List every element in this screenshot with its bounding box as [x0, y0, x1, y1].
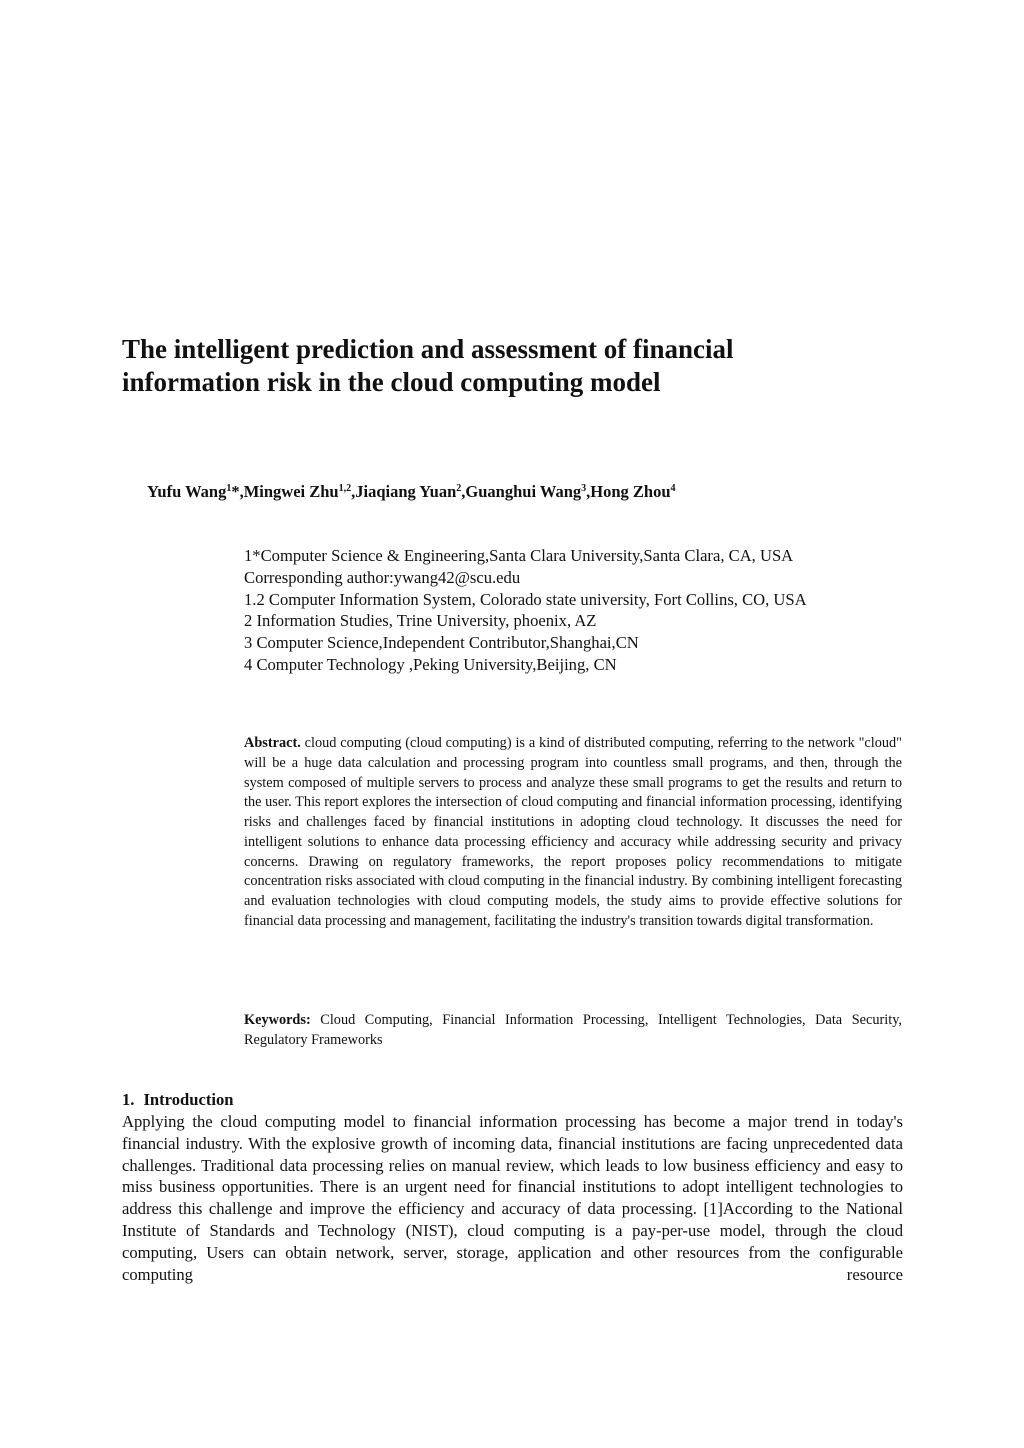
- author-separator: ,: [586, 482, 591, 501]
- author-affiliation-mark: 2: [456, 483, 462, 494]
- keywords-label: Keywords:: [244, 1012, 311, 1028]
- section-title: Introduction: [143, 1090, 234, 1109]
- author-separator: ,: [351, 482, 356, 501]
- section-number: 1.: [122, 1090, 135, 1109]
- author-affiliation-mark: 3: [581, 483, 587, 494]
- author-name: Hong Zhou: [590, 482, 671, 501]
- title-line-1: The intelligent prediction and assessment of financial: [122, 334, 734, 364]
- corresponding-author-line: Corresponding author:ywang42@scu.edu: [244, 567, 521, 587]
- affiliation-line: 2 Information Studies, Trine University, phoenix, AZ: [244, 611, 597, 631]
- title-line-2: information risk in the cloud computing model: [122, 367, 661, 397]
- abstract-label: Abstract.: [244, 735, 301, 751]
- author-separator: *,: [231, 482, 244, 501]
- introduction-paragraph: Applying the cloud computing model to financial information processing has become a major trend in today's financial industry. With the explosive growth of incoming data, financial institutions are facing unprecedented data challenges. Traditional data processing relies on manual review, which leads to low business efficiency and easy to miss business opportunities. There is an urgent need for financial institutions to adopt intelligent technologies to address this challenge and improve the efficiency and accuracy of data processing. [1]According to the National Institute of Standards and Technology (NIST), cloud computing is a pay-per-use model, through the cloud computing, Users can obtain network, server, storage, application and other resources from the configurable computing resource: [122, 1112, 903, 1284]
- section-heading-introduction: [122, 1089, 234, 1111]
- author-name: Guanghui Wang: [465, 482, 582, 501]
- author-list: [147, 482, 927, 502]
- affiliation-line: 4 Computer Technology ,Peking University,Beijing, CN: [244, 654, 617, 674]
- abstract-text: cloud computing (cloud computing) is a kind of distributed computing, referring to the network "cloud" will be a huge data calculation and processing program into countless small programs, and then, through the system composed of multiple servers to process and analyze these small programs to get the results and return to the user. This report explores the intersection of cloud computing and financial information processing, identifying risks and challenges faced by financial institutions in adopting cloud technology. It discusses the need for intelligent solutions to enhance data processing efficiency and accuracy while addressing security and privacy concerns. Drawing on regulatory frameworks, the report proposes policy recommendations to mitigate concentration risks associated with cloud computing in the financial industry. By combining intelligent forecasting and evaluation technologies with cloud computing models, the study aims to provide effective solutions for financial data processing and management, facilitating the industry's transition towards digital transformation.: [244, 735, 903, 929]
- author-name: Yufu Wang: [147, 482, 227, 501]
- author-affiliation-mark: 4: [670, 483, 676, 494]
- affiliation-list: [244, 545, 944, 676]
- author-affiliation-mark: 1: [226, 483, 232, 494]
- author-affiliation-mark: 1,2: [338, 483, 352, 494]
- affiliation-line: 3 Computer Science,Independent Contributor,Shanghai,CN: [244, 633, 639, 653]
- author-separator: ,: [461, 482, 466, 501]
- affiliation-line: 1.2 Computer Information System, Colorado state university, Fort Collins, CO, USA: [244, 589, 807, 609]
- paper-title: [122, 333, 922, 399]
- affiliation-line: 1*Computer Science & Engineering,Santa Clara University,Santa Clara, CA, USA: [244, 546, 794, 565]
- author-name: Jiaqiang Yuan: [355, 482, 457, 501]
- keywords-text: Cloud Computing, Financial Information Processing, Intelligent Technologies, Data Security, Regulatory Frameworks: [244, 1012, 902, 1048]
- abstract: [244, 734, 902, 932]
- author-name: Mingwei Zhu: [243, 482, 339, 501]
- keywords: [244, 1011, 902, 1051]
